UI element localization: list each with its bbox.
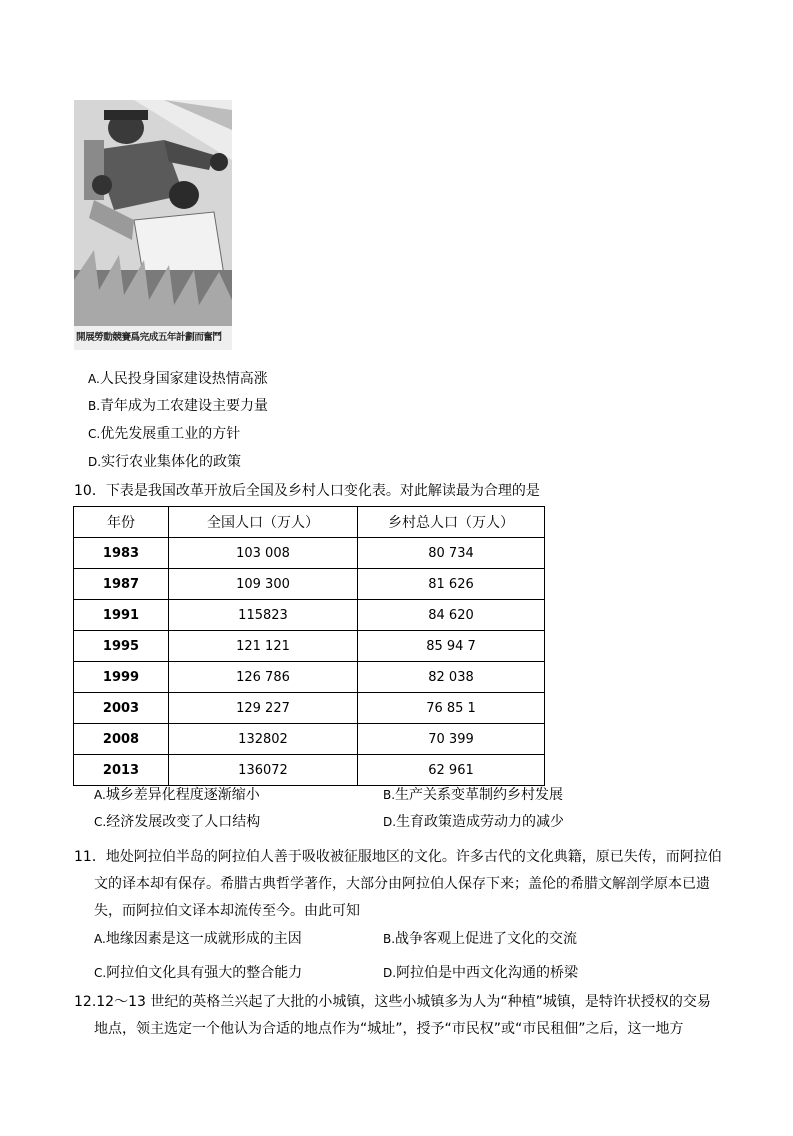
table-row [74,755,545,786]
option-text: 人民投身国家建设热情高涨 [99,371,268,387]
option-letter: C. [94,966,107,980]
cell-rural: 76 85 1 [358,693,545,724]
q11-option-c[interactable] [94,962,302,982]
option-text: 阿拉伯是中西文化沟通的桥梁 [396,965,579,981]
q12-stem-line-2: 地点，领主选定一个他认为合适的地点作为“城址”，授予“市民权”或“市民租佃”之后，这一地方 [94,1021,684,1037]
q11-option-a[interactable] [94,928,302,948]
option-letter: A. [94,788,106,802]
option-text: 生产关系变革制约乡村发展 [395,787,564,803]
cell-year: 2008 [74,724,169,755]
option-text: 经济发展改变了人口结构 [106,814,261,830]
option-text: 实行农业集体化的政策 [101,454,242,470]
option-letter: C. [94,815,107,829]
table-row [74,693,545,724]
option-letter: B. [383,932,396,946]
cell-year: 2003 [74,693,169,724]
option-letter: A. [94,932,106,946]
cell-year: 1995 [74,631,169,662]
table-header-row [74,507,545,538]
cell-national: 109 300 [169,569,358,600]
table-row [74,569,545,600]
q10-stem: 10．下表是我国改革开放后全国及乡村人口变化表。对此解读最为合理的是 [74,483,540,499]
propaganda-poster-image [74,100,232,350]
cell-year: 1991 [74,600,169,631]
cell-national: 121 121 [169,631,358,662]
cell-rural: 81 626 [358,569,545,600]
option-text: 生育政策造成劳动力的减少 [396,814,565,830]
option-letter: A. [88,372,100,386]
q9-option-a[interactable] [88,368,268,388]
cell-national: 129 227 [169,693,358,724]
cell-national: 103 008 [169,538,358,569]
option-letter: B. [383,788,396,802]
q10-option-a[interactable] [94,784,260,804]
cell-national: 115823 [169,600,358,631]
option-text: 城乡差异化程度逐渐缩小 [105,787,260,803]
q10-option-b[interactable] [383,784,563,804]
cell-rural: 80 734 [358,538,545,569]
cell-rural: 85 94 7 [358,631,545,662]
option-text: 地缘因素是这一成就形成的主因 [105,931,302,947]
cell-year: 1983 [74,538,169,569]
cell-national: 126 786 [169,662,358,693]
cell-rural: 82 038 [358,662,545,693]
q11-option-d[interactable] [383,962,578,982]
cell-year: 1987 [74,569,169,600]
q10-option-c[interactable] [94,811,260,831]
q11-stem-line-2: 文的译本却有保存。希腊古典哲学著作，大部分由阿拉伯人保存下来；盖伦的希腊文解剖学原本已遗 [94,876,710,892]
option-letter: D. [88,455,102,469]
q11-stem-line-1: 11．地处阿拉伯半岛的阿拉伯人善于吸收被征服地区的文化。许多古代的文化典籍，原已失传，而阿拉伯 [74,849,722,865]
q12-stem-line-1: 12.12～13 世纪的英格兰兴起了大批的小城镇，这些小城镇多为人为“种植”城镇，是特许状授权的交易 [74,994,711,1010]
table-row [74,600,545,631]
q10-option-d[interactable] [383,811,564,831]
q9-option-c[interactable] [88,423,240,443]
header-rural: 乡村总人口（万人） [358,507,545,538]
option-letter: D. [383,815,397,829]
option-letter: C. [88,427,101,441]
q11-option-b[interactable] [383,928,577,948]
cell-national: 132802 [169,724,358,755]
cell-rural: 62 961 [358,755,545,786]
option-text: 青年成为工农建设主要力量 [100,398,269,414]
option-letter: B. [88,399,101,413]
cell-national: 136072 [169,755,358,786]
table-row [74,662,545,693]
header-national: 全国人口（万人） [169,507,358,538]
option-text: 优先发展重工业的方针 [100,426,241,442]
table-row [74,631,545,662]
option-letter: D. [383,966,397,980]
cell-year: 1999 [74,662,169,693]
header-year: 年份 [74,507,169,538]
population-table [73,506,545,786]
cell-year: 2013 [74,755,169,786]
table-row [74,724,545,755]
cell-rural: 84 620 [358,600,545,631]
poster-caption: 開展勞動競賽爲完成五年計劃而奮鬥 [76,332,222,343]
option-text: 阿拉伯文化具有强大的整合能力 [106,965,303,981]
q11-stem-line-3: 失，而阿拉伯文译本却流传至今。由此可知 [94,903,360,919]
q9-option-d[interactable] [88,451,241,471]
option-text: 战争客观上促进了文化的交流 [395,931,578,947]
q9-option-b[interactable] [88,395,268,415]
cell-rural: 70 399 [358,724,545,755]
table-row [74,538,545,569]
